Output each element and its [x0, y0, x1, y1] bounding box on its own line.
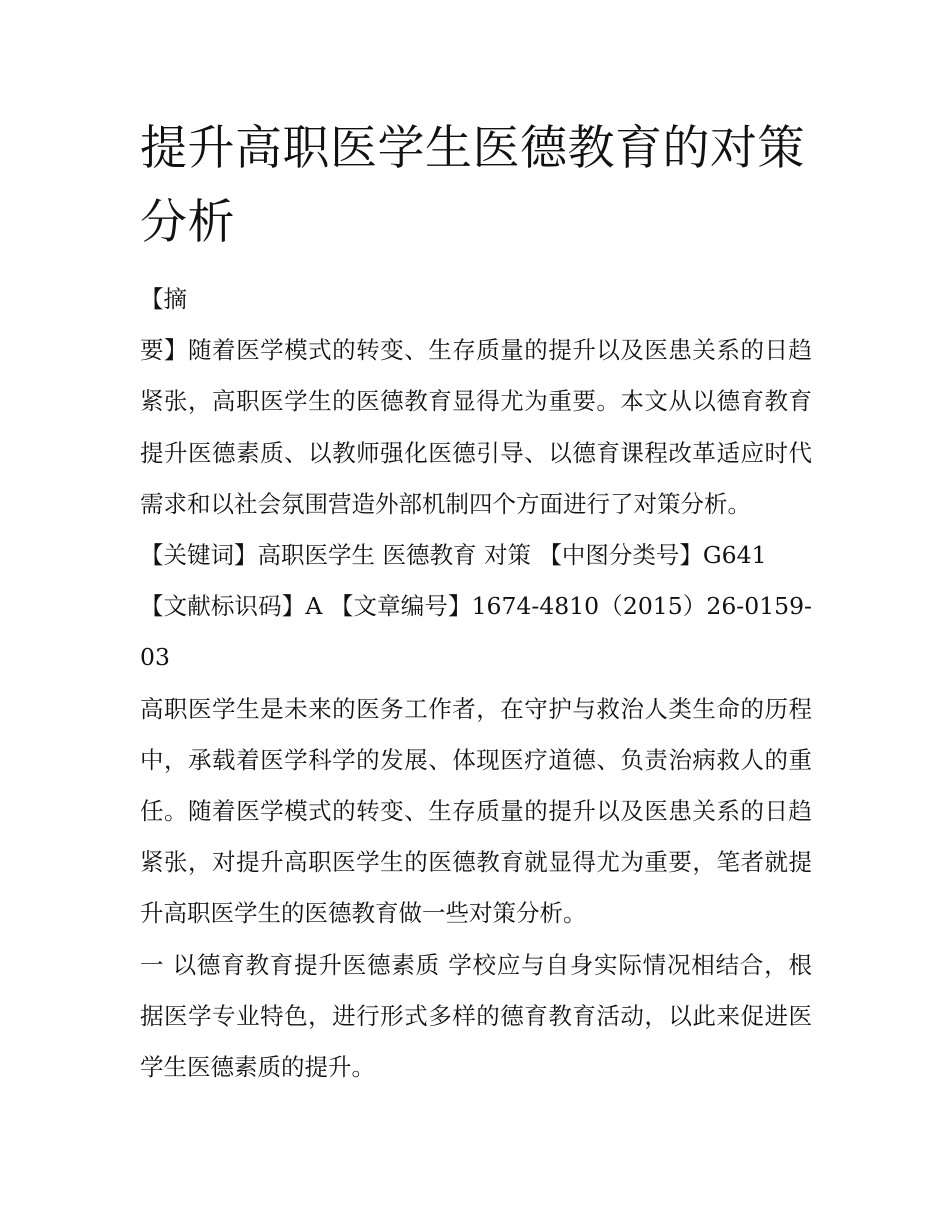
- article-id-line: 【文献标识码】A 【文章编号】1674-4810（2015）26-0159-03: [140, 592, 812, 672]
- document-title: 提升高职医学生医德教育的对策分析: [140, 121, 805, 250]
- abstract-label: 【摘: [140, 285, 187, 313]
- abstract-paragraph: 要】随着医学模式的转变、生存质量的提升以及医患关系的日趋紧张，高职医学生的医德教育显得尤为重要。本文从以德育教育提升医德素质、以教师强化医德引导、以德育课程改革适应时代需求和以社会氛围营造外部机制四个方面进行了对策分析。: [140, 336, 812, 518]
- document-body: [140, 274, 812, 1093]
- keywords-line: 【关键词】高职医学生 医德教育 对策 【中图分类号】G641: [140, 541, 767, 570]
- intro-paragraph: 高职医学生是未来的医务工作者，在守护与救治人类生命的历程中，承载着医学科学的发展、体现医疗道德、负责治病救人的重任。随着医学模式的转变、生存质量的提升以及医患关系的日趋紧张，对提升高职医学生的医德教育就显得尤为重要，笔者就提升高职医学生的医德教育做一些对策分析。: [140, 694, 812, 928]
- section-one-paragraph: 一 以德育教育提升医德素质 学校应与自身实际情况相结合，根据医学专业特色，进行形式多样的德育教育活动，以此来促进医学生医德素质的提升。: [140, 950, 812, 1082]
